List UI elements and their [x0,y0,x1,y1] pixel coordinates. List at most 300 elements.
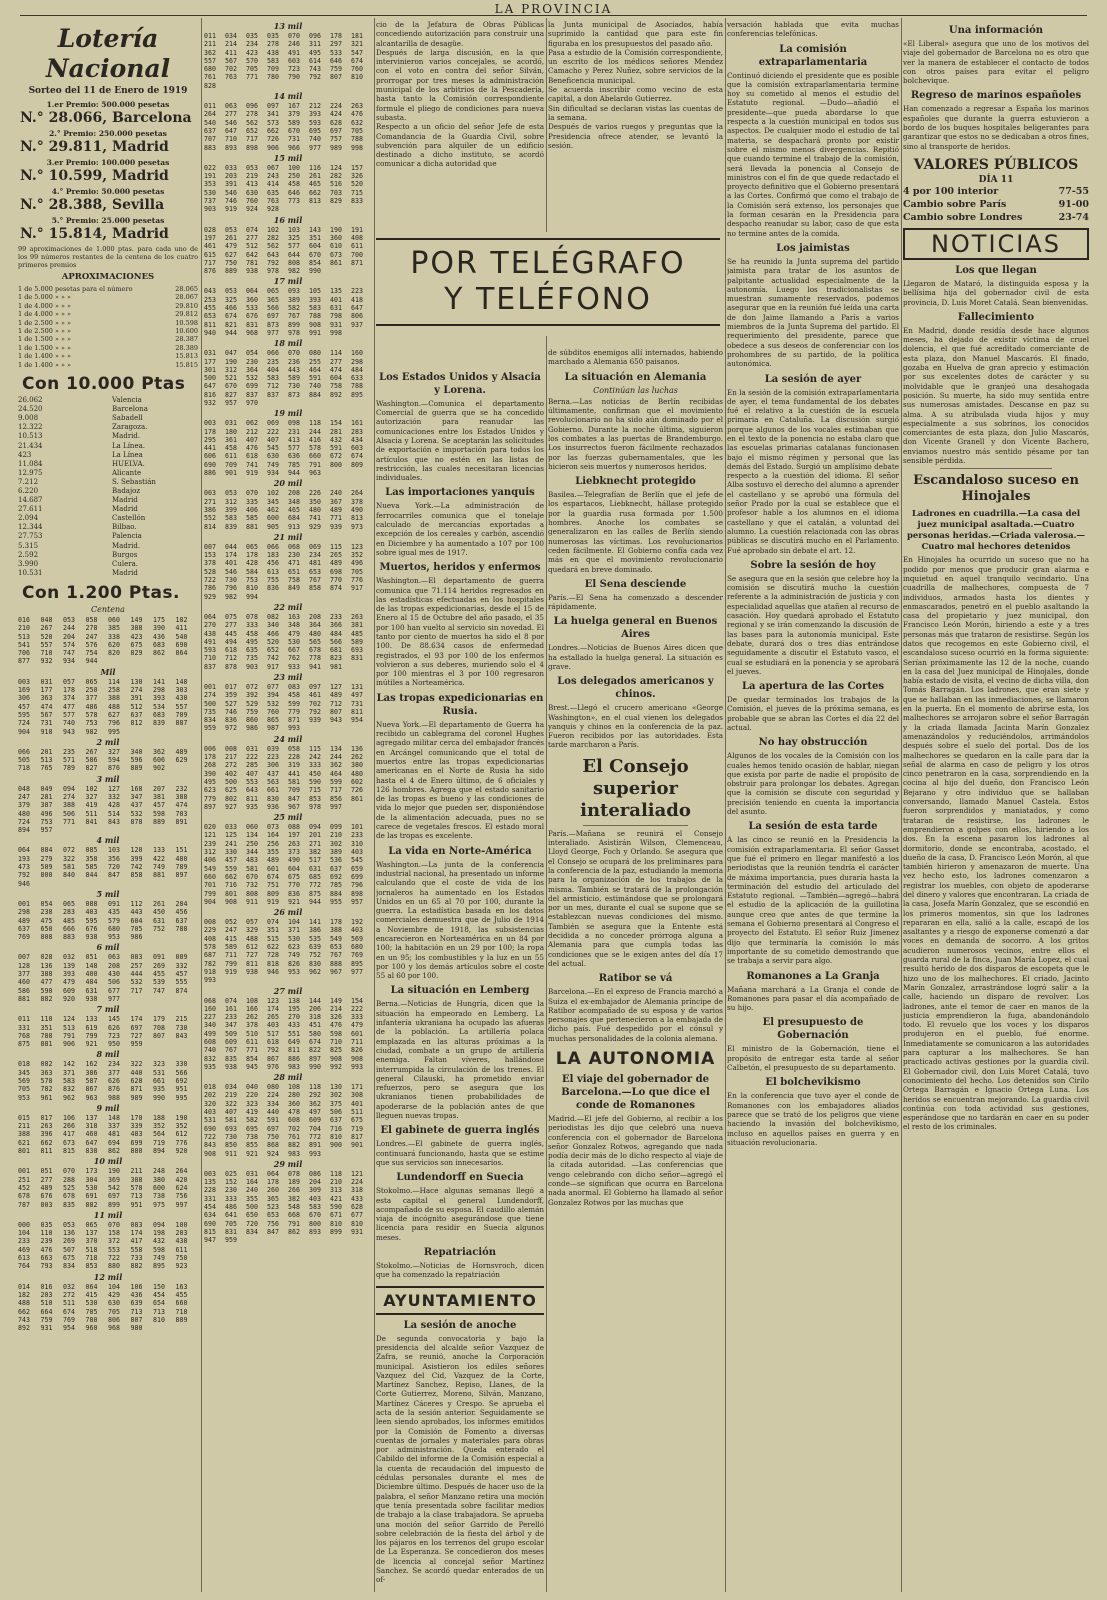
lottery-number: 838 [85,1147,98,1156]
aprox-label: 1 de 5.000 pesetas para el número [18,285,133,293]
lottery-number: 581 [246,864,258,873]
lottery-number: 053 [63,1220,75,1229]
lottery-number: 904 [18,727,30,736]
lottery-number: 332 [175,961,188,970]
lottery-number: 028 [40,953,53,962]
lottery-number: 881 [18,994,30,1003]
lottery-number: 358 [85,854,98,863]
aprox-row [18,310,198,318]
lottery-number: 456 [267,559,279,568]
lottery-number: 333 [225,1194,237,1203]
lottery-number: 571 [63,756,75,765]
lottery-number: 790 [288,73,300,82]
lottery-number: 709 [288,786,300,795]
lottery-number: 581 [63,863,75,872]
lottery-number: 829 [130,649,143,658]
lottery-number: 905 [267,522,279,531]
lottery-number: 378 [204,559,216,568]
lottery-number: 437 [130,801,143,810]
lottery-number: 802 [225,794,237,803]
lottery-number: 078 [288,1169,300,1178]
lottery-number: 836 [288,889,300,898]
lottery-number: 759 [330,65,342,74]
lottery-number: 428 [246,559,258,568]
prize-row-city: Barcelona [112,405,148,414]
lottery-number: 474 [330,365,342,374]
lottery-number: 596 [130,756,143,765]
lottery-number: 455 [153,970,165,979]
lottery-number: 590 [309,777,321,786]
lottery-number: 939 [309,716,321,725]
lottery-number: 995 [108,727,120,736]
lottery-number: 110 [40,1015,53,1024]
lottery-number: 770 [288,881,300,890]
lottery-number: 070 [288,349,300,358]
lottery-number: 578 [130,1183,143,1192]
lottery-number: 871 [130,1085,143,1094]
lottery-number: 901 [351,1141,363,1150]
lottery-number: 595 [85,916,98,925]
lottery-number: 708 [153,1023,165,1032]
lottery-number: 557 [175,702,188,711]
lottery-number: 118 [330,1169,342,1178]
lottery-number: 832 [204,1054,216,1063]
article-body: En la sesión de la comisión extraparlamentaria de ayer, el tema fundamental de los debates fué el relativo a la cuestión de la escuela primaria en Cataluña. La discusión surgió porque algunos de los vocales estimaban que en el texto de la ponencia no estaba claro que las escuelas primarias catalanas funcionasen bajo el mismo régimen y personal que las demás del Estado. Surgió un amplísimo debate respecto a la cuestión del idioma. El señor Alba sostuvo el derecho del alumno a aprender el castellano y se aprobó una fórmula del señor Prado por la cual se establece que el profesor hable a los alumnos en el idioma castellano y que el catalán, a voluntad del alumno. La cuestión relacionada con las obras públicas se discutirá mucho en el Parlamento. Fué aprobado sin debate el art. 12. [727,387,899,555]
lottery-number: 808 [40,933,53,942]
lottery-number: 403 [85,908,98,917]
lottery-number: 091 [108,899,120,908]
lottery-number: 837 [246,390,258,399]
aprox-row [18,285,198,293]
lottery-number: 758 [330,382,342,391]
lottery-number: 285 [246,761,258,770]
lottery-number: 014 [18,1282,30,1291]
lottery-number: 063 [108,953,120,962]
lottery-number: 718 [175,1307,188,1316]
lottery-number: 574 [63,640,75,649]
prize-row [18,514,198,523]
lottery-number: 660 [204,872,216,881]
lottery-number: 466 [225,304,237,313]
lottery-number: 069 [309,542,321,551]
lottery-number: 364 [309,621,321,630]
col5-articles [727,20,899,966]
lottery-number: 473 [18,863,30,872]
lottery-number: 771 [246,1046,258,1055]
mil-grid [204,823,372,906]
lottery-number: 722 [204,1132,216,1141]
article-body: Nueva York.—El departamento de Guerra ha recibido un cablegrama del coronel Hughes agregado militar cerca del embajador francés en Arcángel comunicando que el total de muertos entre las tropas expedicionarias americanas en el Norte de Rusia ha sido hasta el 4 de Enero último, de 6 oficiales y 126 hombres. Agrega que el estado sanitario de las tropas es bueno y las condiciones de vida lo mejor que pueden ser, disponiéndose de la alimentación adecuada, pues no se carece de vegetales frescos. El estado moral de las tropas es excelente. [376,719,544,841]
article-body: Llegaron de Mataró, la distinguida esposa y la bellísima hija del gobernador civil de esta provincia, D. Luis Moret Catalá. Sean bienvenidas. [903,278,1089,307]
lottery-number: 382 [288,1194,300,1203]
lottery-number: 263 [40,1122,53,1131]
lottery-number: 590 [330,1203,342,1212]
lottery-number: 527 [225,699,237,708]
lottery-number: 720 [246,1219,258,1228]
lottery-number: 344 [246,848,258,857]
regreso-heading: Regreso de marinos españoles [910,90,1082,102]
lottery-number: 450 [153,908,165,917]
lottery-number: 417 [130,1237,143,1246]
lottery-number: 432 [330,435,342,444]
lottery-number: 625 [225,786,237,795]
lottery-number: 670 [288,126,300,135]
lottery-number: 921 [85,1040,98,1049]
lottery-number: 224 [351,1178,363,1187]
article-heading: Repatriación [423,1247,497,1259]
mil-heading: 12 mil [93,1271,123,1282]
lottery-number: 882 [85,1200,98,1209]
lottery-number: 764 [18,1262,30,1271]
lottery-number: 993 [288,724,300,733]
aproximaciones-heading: APROXIMACIONES [61,272,155,282]
prize-row-city: Sabadell [112,414,143,423]
lottery-number: 167 [288,102,300,111]
lottery-number: 272 [63,1290,75,1299]
lottery-number: 684 [288,514,300,523]
aprox-label: 1 de 1.400 » » » [18,360,72,369]
lottery-number: 458 [225,444,237,453]
lottery-number: 064 [246,287,258,296]
lottery-number: 178 [330,918,342,927]
lottery-number: 705 [85,1307,98,1316]
lottery-number: 083 [130,953,143,962]
prize-row-number: 27.611 [18,505,43,514]
prize-row-number: 7.212 [18,477,39,486]
lottery-number: 798 [330,312,342,321]
paragraph: Después de larga discusión, en la que intervinieron varios concejales, se acordó, con el voto en contra del señor Silván, prorrogar por tres meses la administración municipal de los arbitrios de la Pescadería, hasta tanto la Comisión correspondiente formule el pliego de condiciones para nueva subasta. [376,47,544,122]
lottery-number: 788 [175,924,188,933]
lottery-number: 769 [63,1315,75,1324]
lottery-number: 094 [309,823,321,832]
lottery-number: 997 [175,1200,188,1209]
lottery-number: 631 [330,304,342,313]
lottery-number: 219 [225,1091,237,1100]
lottery-number: 659 [351,864,363,873]
lottery-number: 072 [63,846,75,855]
prize-row-city: Culera. [112,559,138,568]
lottery-number: 202 [204,1091,216,1100]
lottery-number: 074 [267,918,279,927]
lottery-number: 189 [288,1178,300,1187]
lottery-number: 047 [225,349,237,358]
article-heading: La sesión de ayer [764,373,862,385]
lottery-number: 266 [63,1122,75,1131]
lottery-number: 951 [130,1200,143,1209]
lottery-number: 883 [63,933,75,942]
lottery-number: 282 [330,172,342,181]
lottery-number: 509 [225,1029,237,1038]
lottery-number: 973 [351,522,363,531]
lottery-number: 464 [309,365,321,374]
mil-grid [18,678,198,736]
lottery-number: 917 [267,662,279,671]
col3-news [376,371,544,1280]
lottery-number: 388 [175,792,188,801]
autonomia-body: Madrid.—El jefe del Gobierno, al recibir a los periodistas les dijo que celebró una nueva conferencia con el gobernador de Barcelona señor Gonzalez Rotwos, agregando que nada podía decir más de lo dicho respecto al viaje de la citada autoridad. —Las conferencias que vengo celebrando con dicho señor—agregó el conde—se significan que ocurra en Barcelona nada anormal. El Gobierno ha llamado al señor Gonzalez Rotwos por las muchas que [548,1114,723,1207]
lottery-number: 495 [309,48,321,57]
lottery-number: 854 [309,258,321,267]
prize-row-number: 6.220 [18,487,39,495]
lottery-number: 882 [130,1262,143,1271]
lottery-number: 545 [351,856,363,865]
lottery-number: 936 [267,802,279,811]
lottery-number: 935 [246,802,258,811]
lottery-number: 479 [225,242,237,251]
aprox-label: 1 de 2.500 » » » [18,327,72,336]
lottery-number: 034 [225,32,237,40]
lottery-number: 382 [309,848,321,857]
lottery-number: 630 [108,1299,120,1308]
lottery-number: 726 [267,135,279,144]
lottery-number: 830 [309,959,321,968]
lottery-number: 497 [309,1108,321,1117]
article-heading: La situación en Lemberg [390,985,530,997]
lottery-number: 651 [288,567,300,576]
lottery-number: 318 [351,1186,363,1195]
lottery-number: 110 [40,1229,53,1238]
lottery-number: 757 [330,135,342,144]
valores-row [903,211,1089,224]
lottery-number: 966 [288,143,300,152]
lottery-number: 944 [288,469,300,478]
lottery-number: 773 [288,197,300,206]
lottery-number: 533 [330,48,342,57]
aprox-row [18,319,198,327]
lottery-number: 043 [204,287,216,296]
lottery-number: 423 [246,48,258,57]
lottery-number: 278 [267,40,279,49]
lottery-number: 587 [85,1077,98,1085]
lottery-number: 740 [309,135,321,144]
lottery-number: 886 [288,1054,300,1063]
lottery-number: 163 [175,1282,188,1291]
lottery-number: 118 [309,1083,321,1092]
lottery-number: 379 [288,110,300,119]
lottery-number: 083 [130,1220,143,1229]
article-body: Nueva York.—La administración de ferrocarriles comunica que el tonelaje calculado de mercancías exportadas a excepción de los cereales y carbón, ascendió en Diciembre y ha aumentado a 107 por 100 sobre igual mes de 1917. [376,501,544,557]
lottery-number: 070 [288,32,300,40]
lottery-number: 946 [18,879,30,888]
lottery-number: 761 [204,73,216,82]
lottery-number: 277 [40,1175,53,1184]
lottery-number: 756 [175,1192,188,1201]
con-10000-list [18,396,198,578]
lottery-number: 705 [130,924,143,933]
lottery-number: 272 [225,761,237,770]
lottery-number: 735 [204,707,216,716]
lottery-number: 235 [267,357,279,366]
lottery-number: 102 [267,225,279,234]
lottery-number: 381 [153,792,165,801]
aprox-label: 1 de 4.000 » » » [18,301,72,310]
lottery-number: 678 [18,1192,30,1201]
lottery-number: 157 [351,163,363,172]
lottery-number: 232 [175,784,188,793]
lottery-number: 934 [267,469,279,478]
ratibor-body: Barcelona.—En el expreso de Francia marchó a Suiza el ex-embajador de Alemania príncipe de Ratibor acompañado de su esposa y de varios personajes que pertenecieron a la embajada de dicho país. Fué despedido por el cónsul y muchas personalidades de la colonia alemana. [548,987,723,1043]
lottery-number: 465 [309,180,321,189]
prize-row [18,469,198,478]
lottery-number: 703 [175,809,188,818]
lottery-number: 073 [267,823,279,832]
lottery-number: 628 [351,1203,363,1212]
lottery-number: 540 [204,118,216,127]
lottery-number: 600 [267,514,279,523]
lottery-number: 911 [246,897,258,906]
lottery-number: 810 [351,1219,363,1228]
lottery-number: 881 [40,1040,53,1049]
lottery-number: 792 [18,871,30,880]
lottery-number: 355 [246,1194,258,1203]
lottery-number: 862 [108,1147,120,1156]
lottery-number: 646 [330,56,342,65]
prize-row-city: Madrid. [112,432,141,441]
lottery-number: 717 [130,986,143,995]
lottery-number: 484 [85,978,98,987]
lottery-number: 141 [309,918,321,927]
centena-heading: Centena [91,604,125,614]
mil-heading: 13 mil [273,21,303,31]
lottery-number: 792 [309,73,321,82]
lottery-number: 388 [330,926,342,935]
lottery-number: 807 [330,707,342,716]
lottery-number: 582 [246,1116,258,1125]
lottery-number: 366 [330,621,342,630]
lottery-number: 408 [204,934,216,943]
lottery-number: 769 [18,933,30,942]
lottery-number: 386 [309,926,321,935]
lottery-number: 963 [309,469,321,478]
lottery-number: 772 [309,881,321,890]
lottery-number: 393 [309,295,321,304]
lottery-number: 264 [204,110,216,119]
lottery-number: 929 [309,522,321,531]
lottery-number: 327 [85,792,98,801]
prize-row-number: 423 [18,450,32,459]
lottery-number: 065 [63,899,75,908]
lottery-number: 460 [85,1130,98,1139]
lottery-number: 661 [153,1077,165,1085]
lottery-number: 697 [108,1192,120,1201]
lottery-number: 661 [267,786,279,795]
lottery-number: 408 [351,233,363,242]
lottery-number: 099 [330,823,342,832]
lottery-number: 489 [330,559,342,568]
lottery-number: 512 [246,242,258,251]
lottery-number: 809 [351,460,363,469]
lottery-number: 240 [246,1186,258,1195]
lottery-number: 724 [18,817,30,826]
lottery-number: 847 [108,871,120,880]
lottery-number: 791 [288,1219,300,1228]
mil-grid [18,1283,198,1333]
prize-row [18,569,198,578]
lottery-number: 411 [225,48,237,57]
lottery-number: 871 [288,716,300,725]
lottery-number: 280 [288,1091,300,1100]
lottery-number: 149 [330,996,342,1005]
lottery-number: 674 [225,312,237,321]
lottery-number: 322 [63,854,75,863]
lottery-number: 837 [267,390,279,399]
lottery-number: 742 [130,863,143,872]
lottery-number: 601 [351,1029,363,1038]
article-body: Berna.—Noticias de Hungría, dicen que la situación ha empeorado en Lemberg. La infantería ukraniana ha ocupado las afueras de la población. La artillería polaca emplazada en las alturas próximas a la ciudad, combate a un grupo de artillería enemiga. Faltan víveres, hallándose interrumpida la circulación de los trenes. El general Cilauski, ha prometido enviar refuerzos, pero se asegura que los ukranianos tienen probabilidades de apoderarse de la población antes de que lleguen nuevas tropas. [376,999,544,1121]
lottery-number: 765 [40,764,53,773]
lottery-number: 803 [40,1200,53,1209]
valores-label: Cambio sobre Londres [903,211,1023,223]
mil-heading: 22 mil [273,601,303,612]
lottery-number: 628 [130,1077,143,1085]
lottery-number: 313 [330,1186,342,1195]
lottery-number: 211 [130,1167,143,1176]
lottery-number: 577 [288,242,300,251]
lottery-number: 360 [288,1099,300,1108]
paragraph: Después de varios ruegos y preguntas que la Presidencia ofrece atender, se levantó la sesión. [548,122,723,150]
lottery-number: 134 [330,744,342,753]
lottery-number: 541 [18,640,30,649]
lottery-number: 540 [175,632,188,641]
prize-row-city: Valencia [112,396,142,405]
article-body: de súbditos enemigos allí internados, habiendo marchado a Alemania 650 paisanos. [548,348,723,367]
lottery-number: 388 [18,1130,30,1139]
lottery-number: 372 [108,1237,120,1246]
lottery-number: 740 [309,382,321,391]
lottery-number: 928 [267,205,279,214]
valores-table [903,185,1089,224]
lottery-number: 268 [204,761,216,770]
lottery-number: 112 [130,899,143,908]
lottery-number: 139 [63,961,75,970]
lottery-number: 932 [204,398,216,407]
lottery-number: 434 [351,435,363,444]
lottery-number: 553 [108,1245,120,1254]
lottery-number: 345 [18,1068,30,1077]
lottery-number: 134 [246,831,258,840]
lottery-number: 982 [225,592,237,601]
lottery-number: 158 [108,1229,120,1238]
lottery-number: 706 [18,649,30,658]
lottery-number: 031 [246,744,258,753]
lottery-number: 921 [246,1149,258,1158]
prize-row [18,542,198,551]
lottery-number: 871 [351,258,363,267]
lottery-number: 203 [40,1290,53,1299]
lottery-number: 608 [204,1037,216,1046]
lottery-number: 861 [330,258,342,267]
lottery-number: 589 [351,637,363,646]
lottery-number: 702 [225,65,237,74]
lottery-number: 782 [40,1085,53,1094]
lottery-number: 511 [63,1299,75,1308]
lottery-number: 637 [204,126,216,135]
lottery-number: 511 [85,809,98,818]
article-heading: Muertos, heridos y enfermos [379,562,541,574]
lottery-number: 093 [288,287,300,296]
lottery-number: 828 [204,81,216,90]
lottery-number: 585 [85,863,98,872]
lottery-number: 319 [288,761,300,770]
lottery-number: 608 [288,1116,300,1125]
lottery-number: 114 [108,677,120,686]
lottery-number: 386 [85,1068,98,1077]
lottery-number: 743 [18,1315,30,1324]
lottery-number: 011 [18,1015,30,1024]
mil-heading: 20 mil [273,478,303,489]
lottery-number: 962 [309,967,321,976]
lottery-number: 058 [288,744,300,753]
